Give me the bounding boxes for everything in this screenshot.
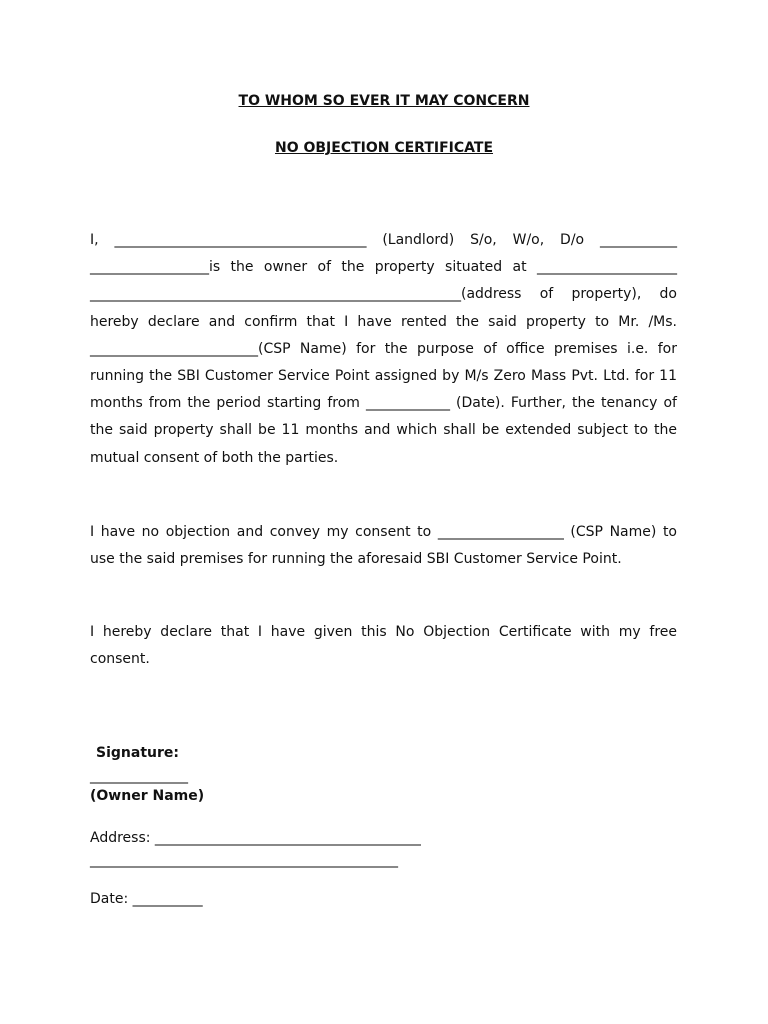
heading-to-whom: TO WHOM SO EVER IT MAY CONCERN — [238, 93, 530, 109]
owner-name-label: (Owner Name) — [90, 788, 205, 804]
paragraph-consent: I have no objection and convey my consent to __________________ (CSP Name) to use the said premises for running the aforesaid SBI Customer Service Point. — [90, 524, 677, 568]
paragraph-declaration: I, ____________________________________ (Landlord) S/o, W/o, D/o ___________ _________________is the owner of the property situated at ____________________ _____________________________________________________(address of property), do hereby declare and confirm that I have rented the said property to Mr. /Ms. ________________________(CSP Name) for the purpose of office premises i.e. for running the SBI Customer Service Point assigned by M/s Zero Mass Pvt. Ltd. for 11 months from the period starting from ____________ (Date). Further, the tenancy of the said property shall be 11 months and which shall be extended subject to the mutual consent of both the parties. — [90, 232, 677, 466]
signature-label: Signature: — [96, 745, 179, 761]
address-line-1: Address: ______________________________________ — [90, 830, 421, 846]
signature-line: ______________ — [90, 768, 188, 784]
address-line-2: ____________________________________________ — [90, 852, 398, 868]
paragraph-free-consent: I hereby declare that I have given this No Objection Certificate with my free consent. — [90, 624, 677, 668]
heading-noc: NO OBJECTION CERTIFICATE — [274, 140, 494, 156]
date-line: Date: __________ — [90, 891, 203, 907]
